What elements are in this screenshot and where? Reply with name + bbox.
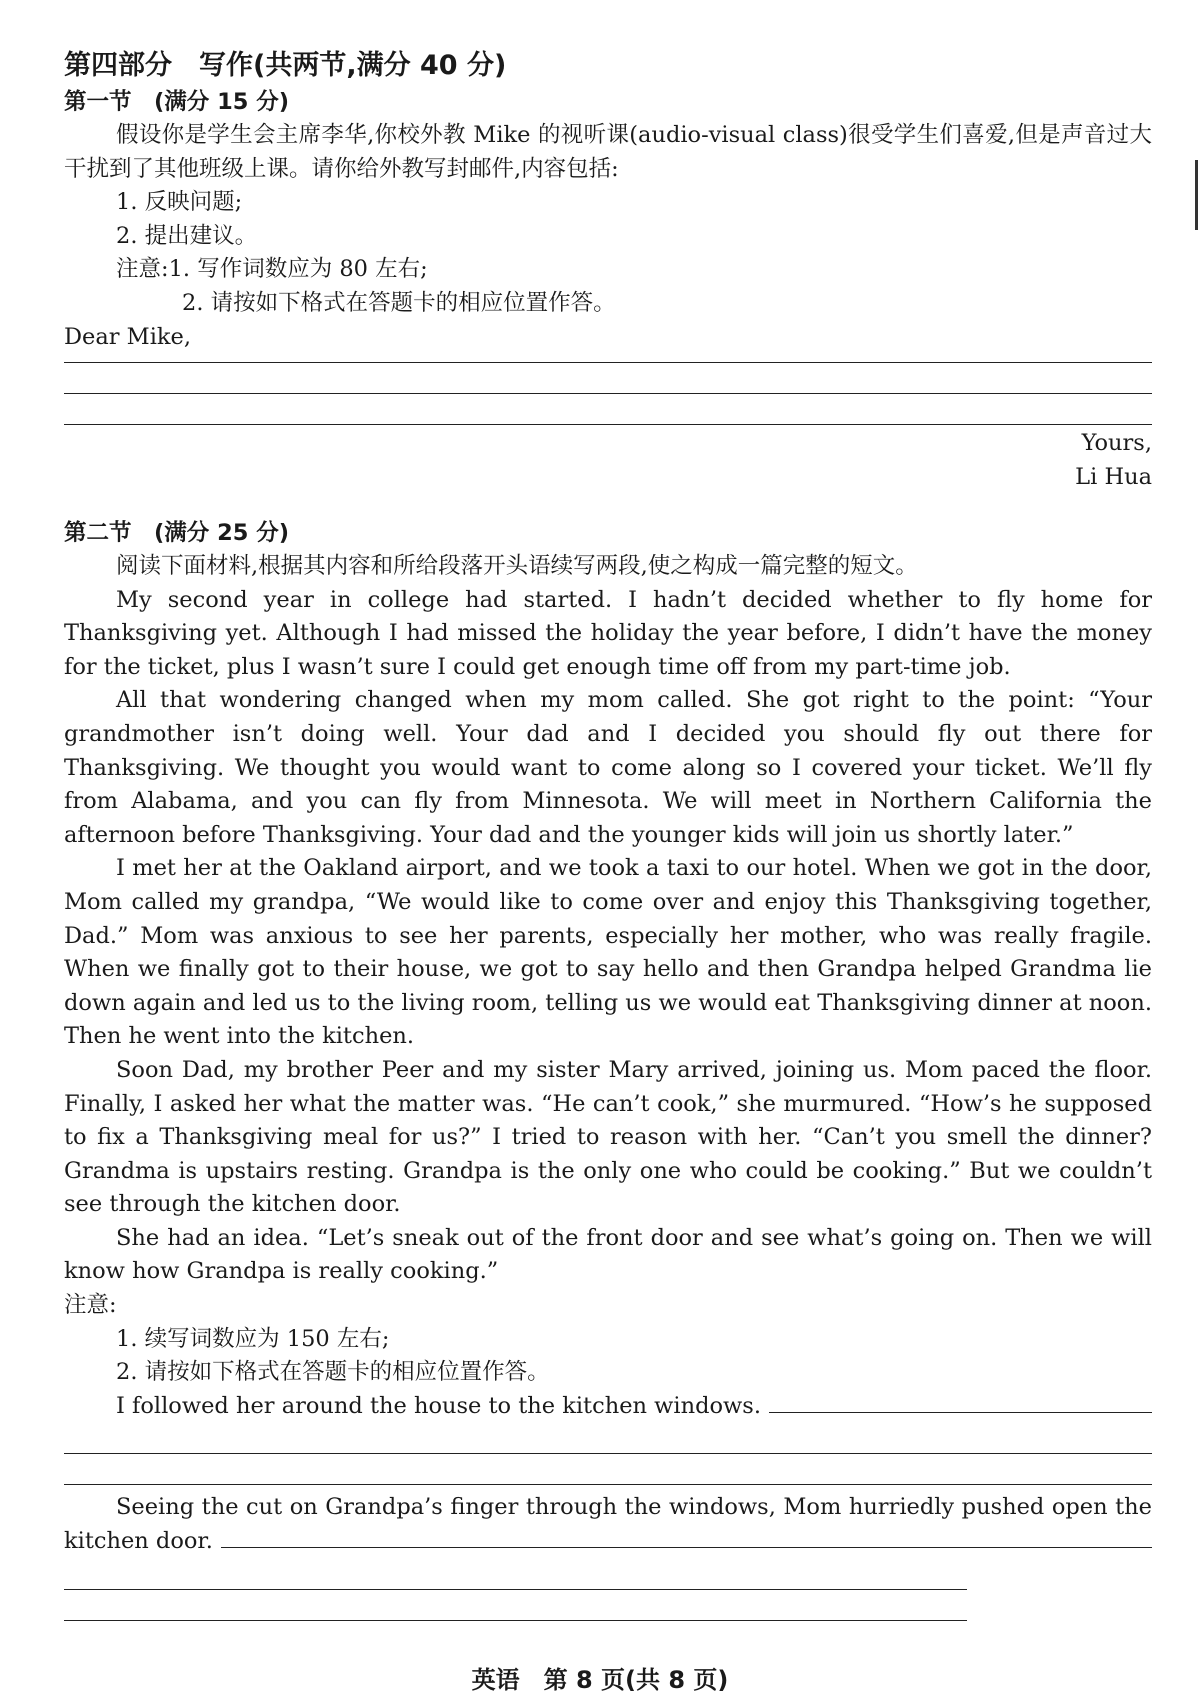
answer-line xyxy=(64,1453,1152,1454)
section-2 xyxy=(64,517,1152,1621)
page-footer: 英语 第 8 页(共 8 页) xyxy=(471,1666,729,1694)
scan-edge-mark xyxy=(1195,160,1198,230)
paragraph-starter-2a: Seeing the cut on Grandpa’s finger through the windows, Mom hurriedly pushed open the xyxy=(116,1494,1152,1521)
paragraph-starter-1: I followed her around the house to the kitchen windows. xyxy=(116,1392,762,1419)
section-1-item-1: 1. 反映问题; xyxy=(116,189,243,216)
answer-line xyxy=(64,1589,967,1590)
section-1 xyxy=(64,46,1152,494)
closing: Yours, xyxy=(1081,430,1152,457)
starter-2-line xyxy=(64,1525,1152,1559)
salutation: Dear Mike, xyxy=(64,323,192,350)
answer-line xyxy=(769,1412,1152,1413)
answer-line xyxy=(64,393,1152,394)
answer-line xyxy=(64,362,1152,363)
section-1-item-2: 2. 提出建议。 xyxy=(116,222,258,249)
story-paragraph-4: Soon Dad, my brother Peer and my sister Mary arrived, joining us. Mom paced the floor. Finally, I asked her what the matter was. “He can’t cook,” she murmured. “How’s he supposed to fix a Thanksgiving meal for us?” I tried to reason with her. “Can’t you smell the dinner? Grandma is upstairs resting. Grandpa is the only one who could be cooking.” But we couldn’t see through the kitchen door. xyxy=(64,1056,1152,1218)
answer-line xyxy=(64,424,1152,425)
story-paragraph-1: My second year in college had started. I hadn’t decided whether to fly home for Thanksgiving yet. Although I had missed the holiday the year before, I didn’t have the money for the ticket, plus I wasn’t sure I could get enough time off from my part-time job. xyxy=(64,586,1152,680)
section-2-note-1: 1. 续写词数应为 150 左右; xyxy=(116,1325,390,1352)
section-2-note-label: 注意: xyxy=(64,1292,117,1319)
answer-line xyxy=(221,1547,1152,1548)
section-1-note-1: 注意:1. 写作词数应为 80 左右; xyxy=(116,256,428,283)
part-title: 第四部分 写作(共两节,满分 40 分) xyxy=(64,50,507,81)
story-paragraph-2: All that wondering changed when my mom called. She got right to the point: “Your grandmother isn’t doing well. Your dad and I decided you should fly out there for Thanksgiving. We thought you would want to come along so I covered your ticket. We’ll fly from Alabama, and you can fly from Minnesota. We will meet in Northern California the afternoon before Thanksgiving. Your dad and the younger kids will join us shortly later.” xyxy=(64,687,1152,848)
section-2-note-2: 2. 请按如下格式在答题卡的相应位置作答。 xyxy=(116,1359,550,1386)
answer-line xyxy=(64,1484,1152,1485)
paragraph-starter-2b: kitchen door. xyxy=(64,1528,213,1555)
section-2-heading: 第二节 (满分 25 分) xyxy=(64,520,290,546)
story-paragraph-5: She had an idea. “Let’s sneak out of the front door and see what’s going on. Then we will know how Grandpa is really cooking.” xyxy=(64,1224,1152,1285)
answer-line xyxy=(64,1620,967,1621)
section-2-instruction: 阅读下面材料,根据其内容和所给段落开头语续写两段,使之构成一篇完整的短文。 xyxy=(116,553,918,579)
starter-1-line xyxy=(64,1390,1152,1424)
section-1-note-2: 2. 请按如下格式在答题卡的相应位置作答。 xyxy=(182,289,616,316)
section-1-prompt: 假设你是学生会主席李华,你校外教 Mike 的视听课(audio-visual class)很受学生们喜爱,但是声音过大干扰到了其他班级上课。请你给外教写封邮件,内容包括: xyxy=(64,122,1152,182)
section-1-heading: 第一节 (满分 15 分) xyxy=(64,89,290,115)
signature: Li Hua xyxy=(1075,463,1152,490)
story-paragraph-3: I met her at the Oakland airport, and we took a taxi to our hotel. When we got in the door, Mom called my grandpa, “We would like to come over and enjoy this Thanksgiving together, Dad.” Mom was anxious to see her parents, especially her mother, who was really fragile. When we finally got to their house, we got to say hello and then Grandpa helped Grandma lie down again and led us to the living room, telling us we would eat Thanksgiving dinner at noon. Then he went into the kitchen. xyxy=(64,855,1152,1050)
